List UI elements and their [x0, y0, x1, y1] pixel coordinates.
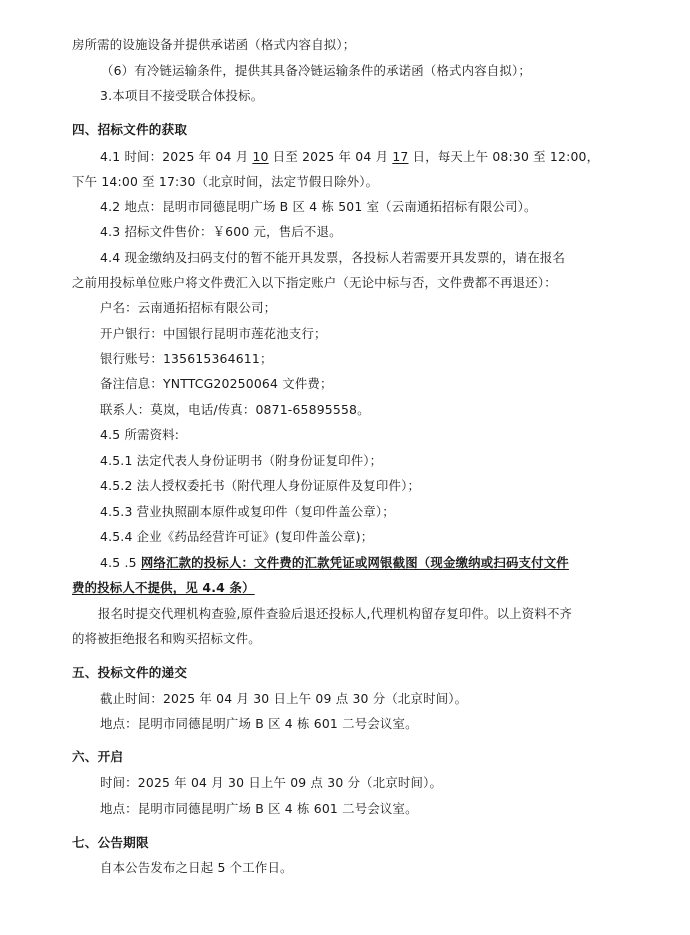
- text-line: 户名：云南通拓招标有限公司；: [100, 300, 277, 315]
- text-line: 4.5.4 企业《药品经营许可证》(复印件盖公章)；: [100, 529, 374, 544]
- text-span: 日，每天上午 08:30 至 12:00，: [408, 149, 600, 164]
- text-line: 4.5.1 法定代表人身份证明书（附身份证复印件）；: [100, 453, 383, 468]
- text-line: [100, 149, 599, 165]
- text-line: 时间：2025 年 04 月 30 日上午 09 点 30 分（北京时间）。: [100, 775, 443, 790]
- underlined-date: 10: [252, 149, 269, 164]
- text-line: 联系人：莫岚，电话/传真：0871-65895558。: [100, 402, 370, 417]
- text-line: 4.2 地点：昆明市同德昆明广场 B 区 4 栋 501 室（云南通拓招标有限公司）。: [100, 199, 537, 214]
- emphasized-text: 费的投标人不提供，见 4.4 条）: [72, 580, 255, 595]
- text-line: 之前用投标单位账户将文件费汇入以下指定账户（无论中标与否，文件费都不再退还）：: [72, 275, 557, 290]
- text-line: 报名时提交代理机构查验,原件查验后退还投标人,代理机构留存复印件。以上资料不齐: [98, 606, 573, 621]
- text-line: 4.5.3 营业执照副本原件或复印件（复印件盖公章）；: [100, 504, 395, 519]
- emphasized-text: 网络汇款的投标人：文件费的汇款凭证或网银截图（现金缴纳或扫码支付文件: [140, 555, 569, 570]
- text-line: （6）有冷链运输条件，提供其具备冷链运输条件的承诺函（格式内容自拟）；: [101, 63, 531, 78]
- section-heading-4: 四、招标文件的获取: [72, 122, 188, 137]
- text-line: 自本公告发布之日起 5 个工作日。: [100, 860, 293, 875]
- text-line: 下午 14:00 至 17:30（北京时间，法定节假日除外）。: [72, 174, 379, 189]
- text-line: 的将被拒绝报名和购买招标文件。: [72, 631, 261, 646]
- text-line: 4.3 招标文件售价：￥600 元，售后不退。: [100, 224, 342, 239]
- section-heading-6: 六、开启: [72, 749, 124, 764]
- text-line: 4.5.2 法人授权委托书（附代理人身份证原件及复印件）；: [100, 478, 421, 493]
- text-line: 截止时间：2025 年 04 月 30 日上午 09 点 30 分（北京时间）。: [100, 691, 468, 706]
- text-span: 4.5 .5: [100, 555, 141, 570]
- text-line: 银行账号：135615364611；: [100, 351, 273, 366]
- text-span: 4.1 时间：2025 年 04 月: [100, 149, 253, 164]
- underlined-date: 17: [392, 149, 409, 164]
- text-line: 备注信息：YNTTCG20250064 文件费；: [100, 376, 333, 391]
- text-line: 4.5 所需资料:: [100, 427, 180, 442]
- text-line: [100, 555, 569, 571]
- text-line: 3.本项目不接受联合体投标。: [100, 88, 264, 103]
- text-line: 房所需的设施设备并提供承诺函（格式内容自拟）；: [72, 37, 356, 52]
- text-line: 开户银行：中国银行昆明市莲花池支行；: [100, 326, 327, 341]
- text-line: 地点：昆明市同德昆明广场 B 区 4 栋 601 二号会议室。: [100, 801, 418, 816]
- section-heading-5: 五、投标文件的递交: [72, 665, 188, 680]
- text-line: 地点：昆明市同德昆明广场 B 区 4 栋 601 二号会议室。: [100, 716, 418, 731]
- text-span: 日至 2025 年 04 月: [268, 149, 393, 164]
- section-heading-7: 七、公告期限: [72, 835, 149, 850]
- text-line: 4.4 现金缴纳及扫码支付的暂不能开具发票，各投标人若需要开具发票的，请在报名: [100, 250, 566, 265]
